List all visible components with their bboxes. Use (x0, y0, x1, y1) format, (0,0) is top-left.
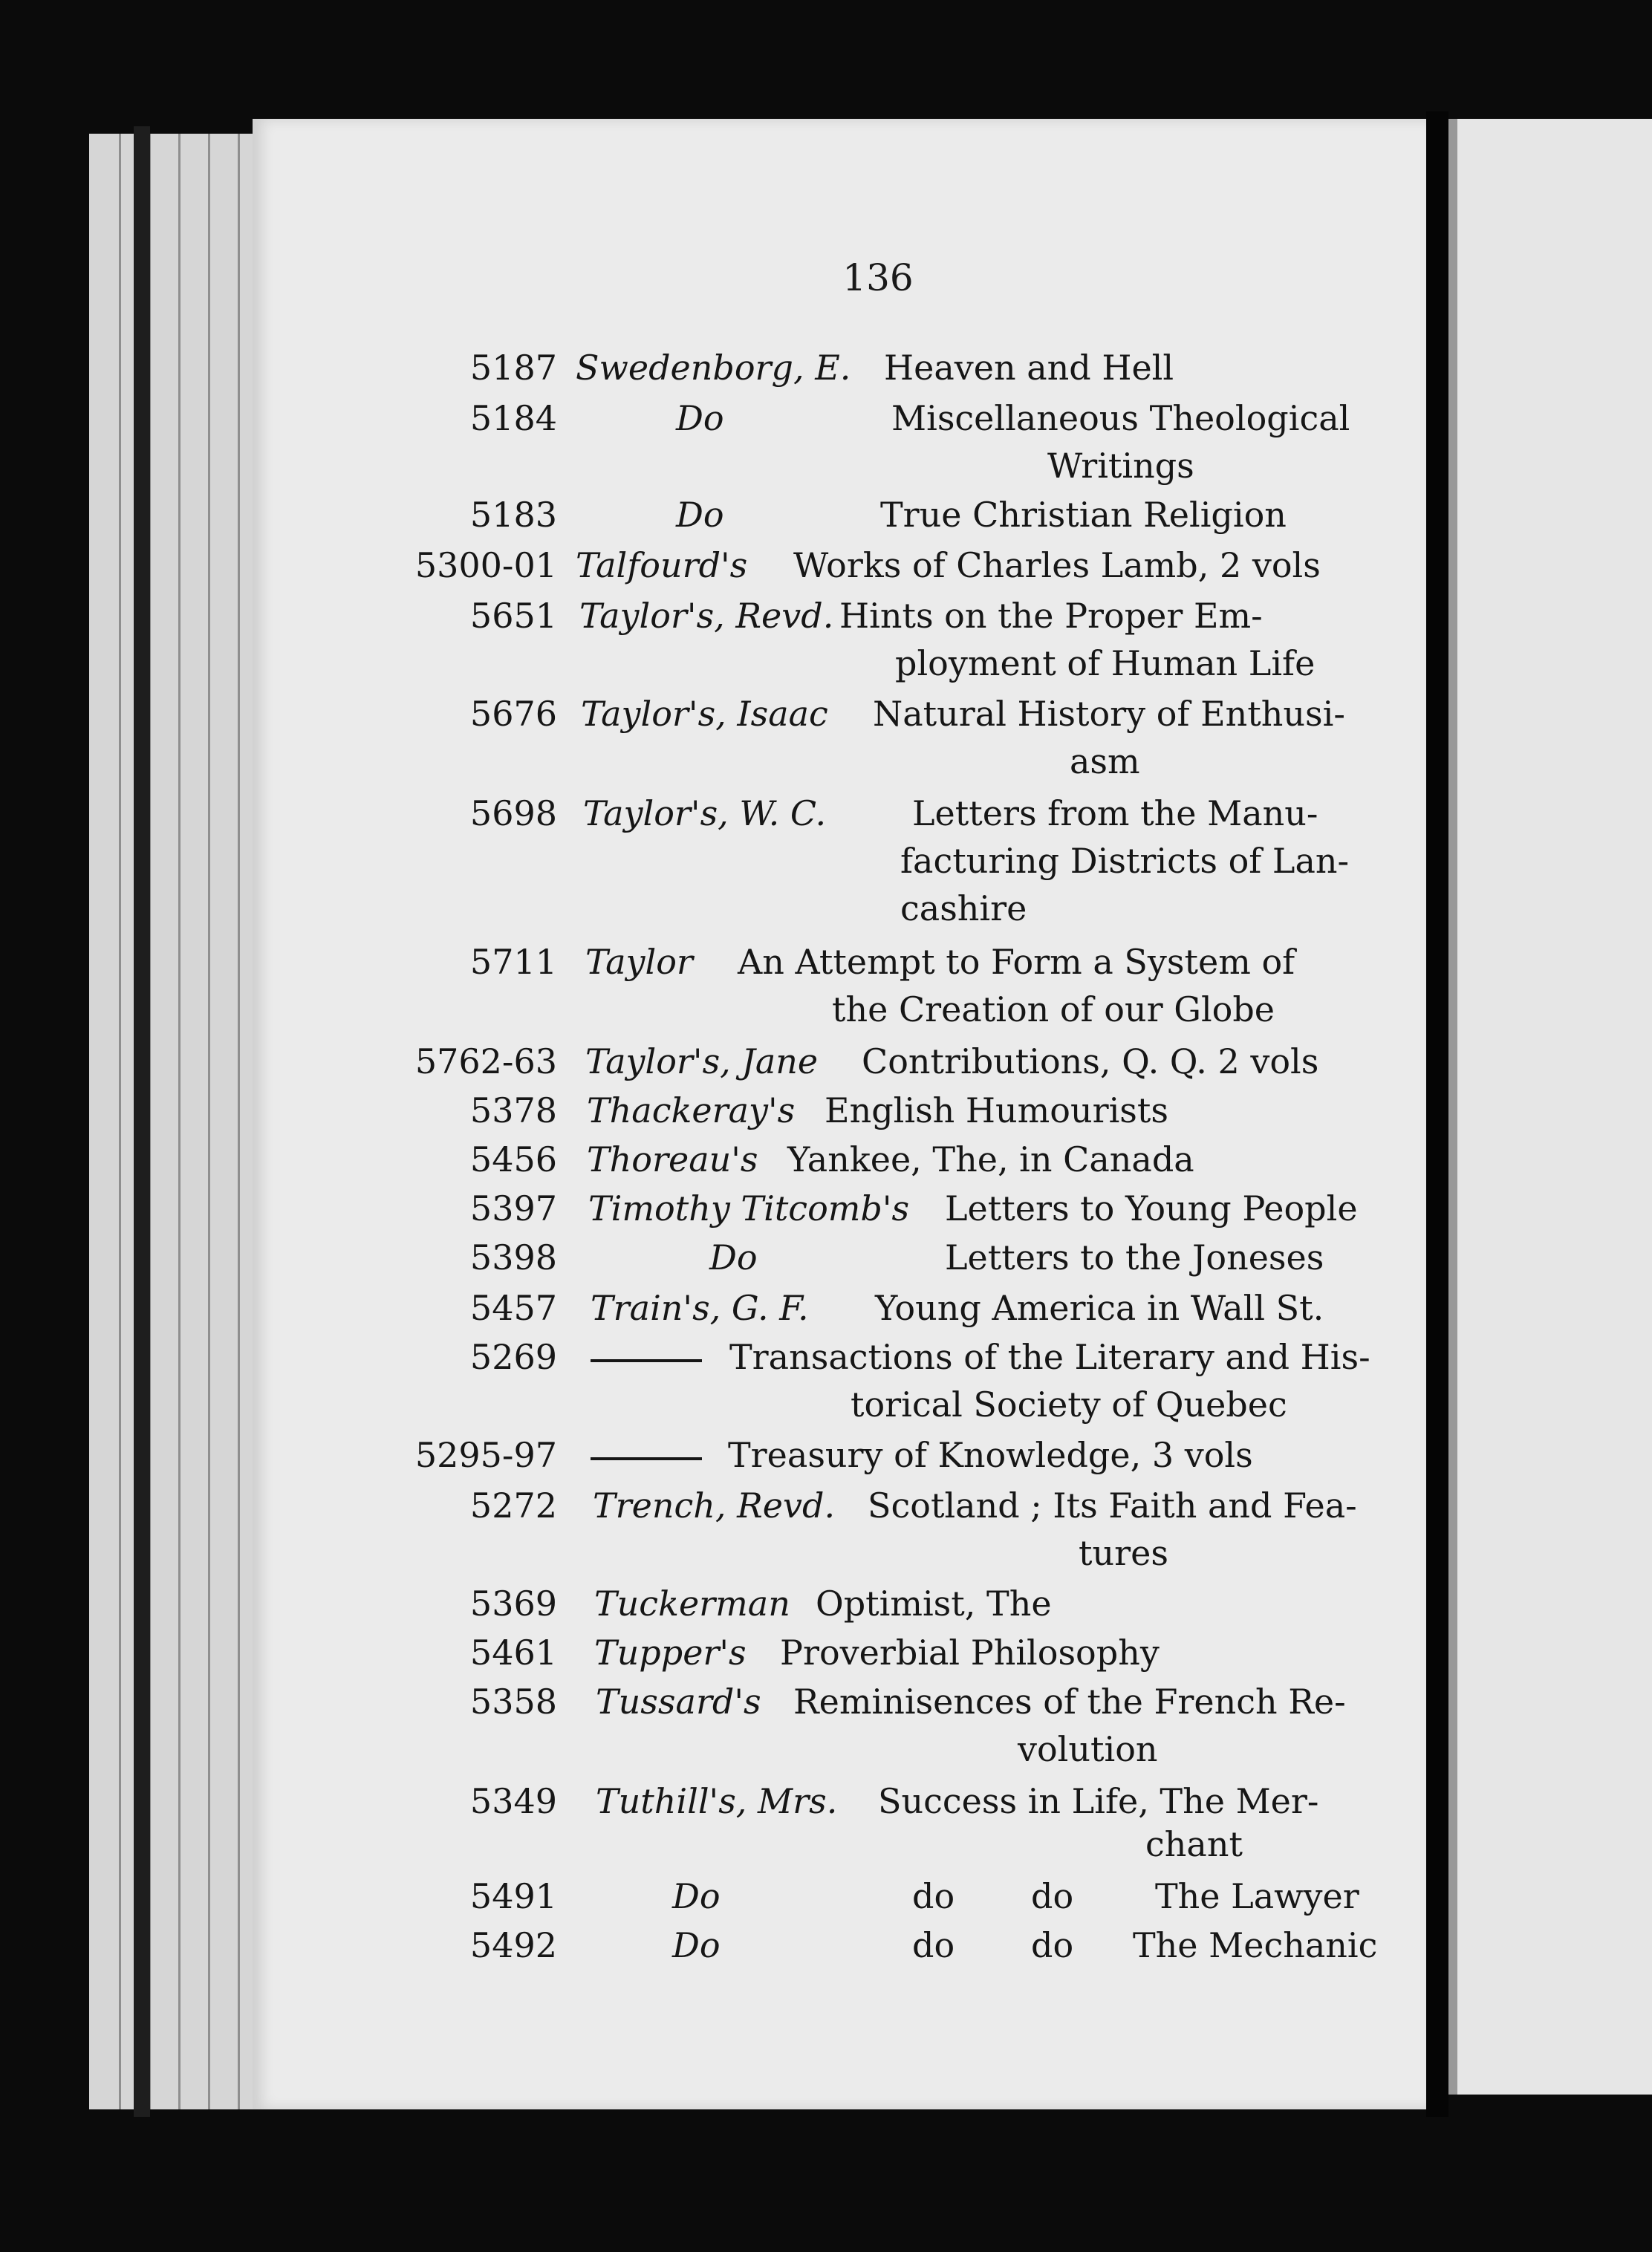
entry-number: 5461 (469, 1633, 557, 1673)
entry-number: 5676 (469, 694, 557, 734)
entry-title-continuation: torical Society of Quebec (851, 1384, 1287, 1425)
entry-title: Scotland ; Its Faith and Fea- (868, 1485, 1357, 1526)
entry-author: Do (676, 495, 724, 535)
entry-title: Works of Charles Lamb, 2 vols (793, 545, 1321, 585)
entry-title: True Christian Religion (880, 495, 1287, 535)
entry-number: 5184 (469, 398, 557, 438)
entry-title: Optimist, The (816, 1584, 1052, 1624)
entry-title-continuation: facturing Districts of Lan- (900, 841, 1350, 881)
entry-title-subject: The Lawyer (1155, 1876, 1359, 1916)
entry-number: 5492 (469, 1925, 557, 1965)
entry-number: 5369 (469, 1584, 557, 1624)
page-number: 136 (842, 256, 914, 299)
entry-number: 5378 (469, 1090, 557, 1130)
entry-title: Letters to the Joneses (945, 1237, 1324, 1278)
entry-title: do (912, 1876, 955, 1916)
entry-number: 5269 (469, 1337, 557, 1377)
entry-author: Trench, Revd. (593, 1485, 836, 1526)
entry-author: Timothy Titcomb's (588, 1188, 910, 1228)
entry-number: 5651 (469, 596, 557, 636)
entry-author: Swedenborg, E. (576, 348, 851, 388)
entry-number: 5456 (469, 1139, 557, 1179)
entry-author: Talfourd's (576, 545, 748, 585)
entry-title-continuation: asm (1070, 741, 1140, 781)
entry-number: 5397 (469, 1188, 557, 1228)
entry-title-ditto: do (1031, 1876, 1074, 1916)
entry-title: Miscellaneous Theological (891, 398, 1350, 438)
entry-title: Young America in Wall St. (875, 1288, 1324, 1328)
entry-author: Taylor (585, 942, 693, 982)
entry-number: 5698 (469, 793, 557, 833)
entry-author: Taylor's, W. C. (583, 793, 827, 833)
entry-author: Taylor's, Jane (585, 1041, 819, 1081)
entry-title: Success in Life, The Mer- (878, 1781, 1319, 1821)
entry-title: Proverbial Philosophy (780, 1633, 1160, 1673)
entry-number: 5295-97 (414, 1435, 557, 1475)
entry-title: Hints on the Proper Em- (839, 596, 1263, 636)
entry-author: Do (709, 1237, 758, 1278)
entry-author: Tussard's (596, 1682, 761, 1722)
entry-title-continuation: cashire (900, 888, 1027, 928)
entry-title-ditto: do (1031, 1925, 1074, 1965)
entry-title-continuation: Writings (1047, 446, 1194, 486)
entry-author: Do (676, 398, 724, 438)
entry-author: Taylor's, Isaac (581, 694, 828, 734)
entry-title-subject: The Mechanic (1133, 1925, 1378, 1965)
entry-author: Train's, G. F. (591, 1288, 809, 1328)
entry-title: Heaven and Hell (884, 348, 1174, 388)
entry-title-continuation: tures (1079, 1533, 1168, 1573)
entry-author: Tuthill's, Mrs. (596, 1781, 838, 1821)
entry-number: 5272 (469, 1485, 557, 1526)
entry-title: do (912, 1925, 955, 1965)
entry-title: Natural History of Enthusi- (873, 694, 1345, 734)
entry-author: Thackeray's (587, 1090, 796, 1130)
entry-title: English Humourists (825, 1090, 1169, 1130)
entry-number: 5300-01 (414, 545, 557, 585)
entry-author: Thoreau's (587, 1139, 758, 1179)
entry-number: 5457 (469, 1288, 557, 1328)
entry-title-continuation: ployment of Human Life (895, 643, 1316, 683)
entry-number: 5762-63 (414, 1041, 557, 1081)
entry-author: Do (672, 1925, 721, 1965)
ditto-dash (591, 1359, 702, 1362)
entry-number: 5349 (469, 1781, 557, 1821)
entry-title-continuation: volution (1018, 1729, 1158, 1769)
entry-title: Letters from the Manu- (912, 793, 1318, 833)
entry-number: 5358 (469, 1682, 557, 1722)
ditto-dash (591, 1457, 702, 1460)
entry-number: 5491 (469, 1876, 557, 1916)
entry-title: Treasury of Knowledge, 3 vols (728, 1435, 1253, 1475)
entry-number: 5183 (469, 495, 557, 535)
entry-title: Contributions, Q. Q. 2 vols (862, 1041, 1319, 1081)
entry-number: 5398 (469, 1237, 557, 1278)
entry-title: Transactions of the Literary and His- (729, 1337, 1370, 1377)
entry-title: Letters to Young People (945, 1188, 1358, 1228)
entry-author: Taylor's, Revd. (579, 596, 834, 636)
entry-author: Tupper's (594, 1633, 747, 1673)
entry-author: Tuckerman (594, 1584, 790, 1624)
entry-title: An Attempt to Form a System of (738, 942, 1295, 982)
entry-number: 5711 (469, 942, 557, 982)
entry-title-continuation: chant (1145, 1824, 1243, 1864)
entry-title: Reminisences of the French Re- (793, 1682, 1346, 1722)
entry-number: 5187 (469, 348, 557, 388)
entry-title-continuation: the Creation of our Globe (832, 989, 1275, 1029)
entry-author: Do (672, 1876, 721, 1916)
entry-title: Yankee, The, in Canada (787, 1139, 1194, 1179)
